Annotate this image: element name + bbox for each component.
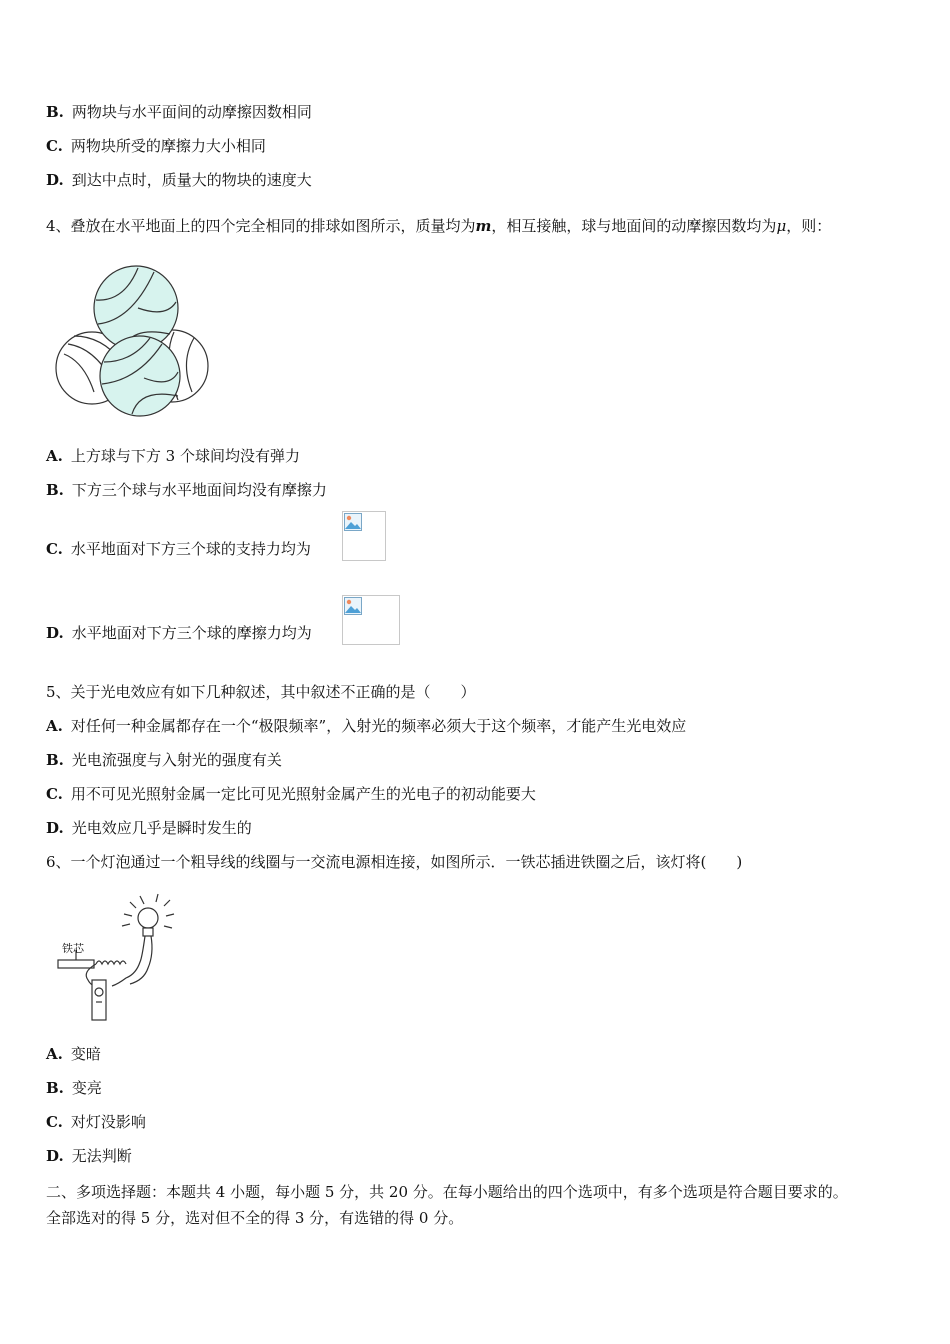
volleyball-stack-figure bbox=[54, 262, 214, 422]
q4-option-b: B. 下方三个球与水平地面间均没有摩擦力 bbox=[46, 481, 327, 499]
q5-option-c: C. 用不可见光照射金属一定比可见光照射金属产生的光电子的初动能要大 bbox=[46, 785, 536, 803]
q4-option-d: D. 水平地面对下方三个球的摩擦力均为 bbox=[46, 624, 312, 642]
q3-option-d: D. 到达中点时，质量大的物块的速度大 bbox=[46, 171, 312, 189]
q5-option-d: D. 光电效应几乎是瞬时发生的 bbox=[46, 819, 252, 837]
q5-option-b: B. 光电流强度与入射光的强度有关 bbox=[46, 751, 282, 769]
q3-option-c: C. 两物块所受的摩擦力大小相同 bbox=[46, 137, 266, 155]
q6-option-d: D. 无法判断 bbox=[46, 1147, 132, 1165]
q5-option-a: A. 对任何一种金属都存在一个“极限频率”，入射光的频率必须大于这个频率，才能产生光电效应 bbox=[46, 717, 687, 735]
q4-option-a: A. 上方球与下方 3 个球间均没有弹力 bbox=[46, 447, 300, 465]
bulb-icon bbox=[138, 908, 158, 928]
q6-option-b: B. 变亮 bbox=[46, 1079, 102, 1097]
q4-option-c: C. 水平地面对下方三个球的支持力均为 bbox=[46, 540, 311, 558]
broken-image-formula-c bbox=[342, 511, 386, 561]
q6-option-a: A. 变暗 bbox=[46, 1045, 101, 1063]
section2-heading-line2: 全部选对的得 5 分，选对但不全的得 3 分，有选错的得 0 分。 bbox=[46, 1209, 464, 1227]
lamp-coil-figure bbox=[52, 888, 182, 1024]
q6-option-c: C. 对灯没影响 bbox=[46, 1113, 146, 1131]
broken-image-formula-d bbox=[342, 595, 400, 645]
power-outlet bbox=[92, 980, 106, 1020]
lamp-circuit-drawing bbox=[52, 888, 182, 1024]
broken-image-icon bbox=[344, 513, 362, 531]
iron-core-label: 铁芯 bbox=[62, 942, 84, 955]
bottom-front-ball bbox=[100, 336, 180, 416]
q4-stem: 4、叠放在水平地面上的四个完全相同的排球如图所示，质量均为m，相互接触，球与地面间的动摩擦因数均为μ，则： bbox=[46, 217, 832, 235]
iron-core bbox=[58, 960, 94, 968]
q6-stem: 6、一个灯泡通过一个粗导线的线圈与一交流电源相连接，如图所示．一铁芯插进铁圈之后，该灯将( ) bbox=[46, 853, 743, 871]
q5-stem: 5、关于光电效应有如下几种叙述，其中叙述不正确的是（ ） bbox=[46, 683, 476, 701]
coil bbox=[96, 961, 126, 964]
q3-option-b: B. 两物块与水平面间的动摩擦因数相同 bbox=[46, 103, 312, 121]
broken-image-icon bbox=[344, 597, 362, 615]
section2-heading-line1: 二、多项选择题：本题共 4 小题，每小题 5 分，共 20 分。在每小题给出的四个选项中，有多个选项是符合题目要求的。 bbox=[46, 1183, 848, 1201]
